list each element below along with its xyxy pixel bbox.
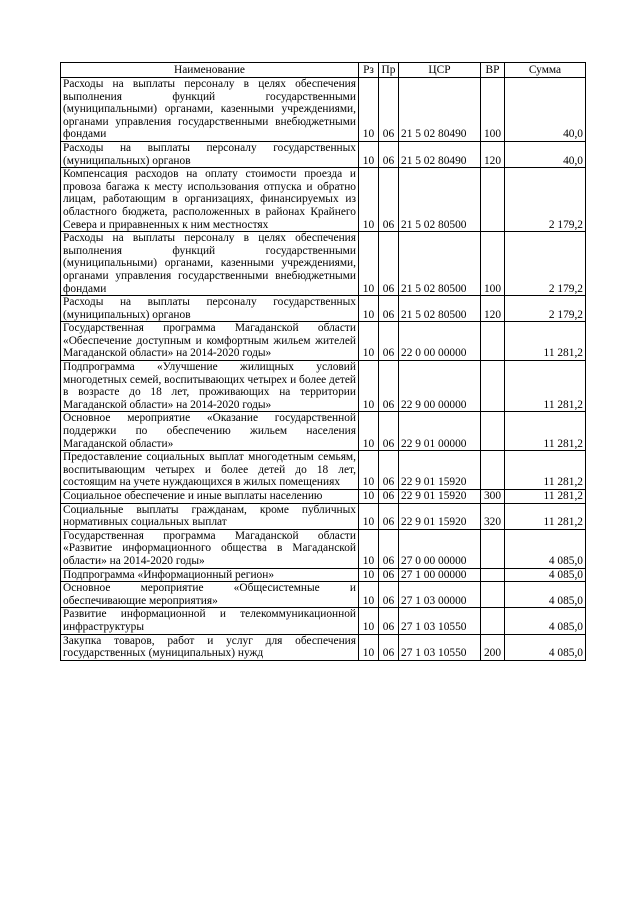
row-name: Расходы на выплаты персоналу государственных (муниципальных) органов — [61, 296, 359, 322]
header-rz: Рз — [359, 63, 379, 78]
row-name: Государственная программа Магаданской области «Развитие информационного общества в Магаданской области» на 2014-2020 годы» — [61, 529, 359, 568]
row-rz: 10 — [359, 361, 379, 412]
row-rz: 10 — [359, 168, 379, 232]
header-sum: Сумма — [505, 63, 586, 78]
header-vr: ВР — [481, 63, 505, 78]
row-csr: 21 5 02 80500 — [399, 296, 481, 322]
row-csr: 27 1 00 00000 — [399, 568, 481, 582]
row-pr: 06 — [379, 78, 399, 142]
row-sum: 4 085,0 — [505, 529, 586, 568]
row-vr — [481, 451, 505, 490]
row-vr — [481, 529, 505, 568]
row-pr: 06 — [379, 568, 399, 582]
budget-table — [60, 62, 586, 661]
row-vr — [481, 322, 505, 361]
row-sum: 2 179,2 — [505, 168, 586, 232]
row-rz: 10 — [359, 568, 379, 582]
table-row — [61, 582, 586, 608]
row-vr: 200 — [481, 634, 505, 660]
row-rz: 10 — [359, 141, 379, 167]
row-name: Расходы на выплаты персоналу государственных (муниципальных) органов — [61, 141, 359, 167]
row-sum: 40,0 — [505, 78, 586, 142]
row-pr: 06 — [379, 451, 399, 490]
row-vr — [481, 582, 505, 608]
table-row — [61, 78, 586, 142]
row-vr: 300 — [481, 490, 505, 504]
row-rz: 10 — [359, 490, 379, 504]
row-csr: 22 0 00 00000 — [399, 322, 481, 361]
row-rz: 10 — [359, 412, 379, 451]
row-vr: 120 — [481, 141, 505, 167]
row-name: Социальное обеспечение и иные выплаты населению — [61, 490, 359, 504]
row-vr — [481, 568, 505, 582]
row-sum: 40,0 — [505, 141, 586, 167]
row-rz: 10 — [359, 529, 379, 568]
row-sum: 11 281,2 — [505, 361, 586, 412]
row-csr: 27 0 00 00000 — [399, 529, 481, 568]
header-name: Наименование — [61, 63, 359, 78]
row-sum: 4 085,0 — [505, 568, 586, 582]
row-csr: 22 9 01 15920 — [399, 503, 481, 529]
row-vr: 320 — [481, 503, 505, 529]
row-rz: 10 — [359, 582, 379, 608]
table-row — [61, 568, 586, 582]
row-csr: 27 1 03 10550 — [399, 608, 481, 634]
row-pr: 06 — [379, 361, 399, 412]
row-csr: 21 5 02 80500 — [399, 168, 481, 232]
row-name: Государственная программа Магаданской области «Обеспечение доступным и комфортным жильем жителей Магаданской области» на 2014-2020 годы» — [61, 322, 359, 361]
table-row — [61, 361, 586, 412]
row-csr: 21 5 02 80490 — [399, 141, 481, 167]
row-sum: 4 085,0 — [505, 582, 586, 608]
row-csr: 27 1 03 10550 — [399, 634, 481, 660]
row-vr — [481, 412, 505, 451]
row-name: Расходы на выплаты персоналу в целях обеспечения выполнения функций государственными (муниципальными) органами, казенными учреждениями, органами управления государственными внебюджетными фондами — [61, 78, 359, 142]
row-pr: 06 — [379, 322, 399, 361]
row-sum: 11 281,2 — [505, 322, 586, 361]
table-row — [61, 503, 586, 529]
table-row — [61, 232, 586, 296]
row-vr: 100 — [481, 232, 505, 296]
row-csr: 21 5 02 80500 — [399, 232, 481, 296]
row-pr: 06 — [379, 490, 399, 504]
table-row — [61, 141, 586, 167]
row-vr — [481, 608, 505, 634]
table-row — [61, 412, 586, 451]
row-pr: 06 — [379, 582, 399, 608]
row-pr: 06 — [379, 529, 399, 568]
row-rz: 10 — [359, 78, 379, 142]
row-rz: 10 — [359, 451, 379, 490]
row-sum: 4 085,0 — [505, 634, 586, 660]
table-row — [61, 608, 586, 634]
row-pr: 06 — [379, 634, 399, 660]
row-name: Социальные выплаты гражданам, кроме публичных нормативных социальных выплат — [61, 503, 359, 529]
row-rz: 10 — [359, 503, 379, 529]
row-sum: 2 179,2 — [505, 296, 586, 322]
row-pr: 06 — [379, 503, 399, 529]
row-name: Предоставление социальных выплат многодетным семьям, воспитывающим четырех и более детей до 18 лет, состоящим на учете нуждающихся в жилых помещениях — [61, 451, 359, 490]
table-row — [61, 296, 586, 322]
row-vr: 120 — [481, 296, 505, 322]
row-name: Подпрограмма «Информационный регион» — [61, 568, 359, 582]
table-header-row — [61, 63, 586, 78]
row-rz: 10 — [359, 322, 379, 361]
row-pr: 06 — [379, 296, 399, 322]
row-csr: 22 9 01 15920 — [399, 490, 481, 504]
row-name: Расходы на выплаты персоналу в целях обеспечения выполнения функций государственными (муниципальными) органами, казенными учреждениями, органами управления государственными внебюджетными фондами — [61, 232, 359, 296]
table-row — [61, 634, 586, 660]
row-name: Основное мероприятие «Оказание государственной поддержки по обеспечению жильем населения Магаданской области» — [61, 412, 359, 451]
row-pr: 06 — [379, 232, 399, 296]
row-vr: 100 — [481, 78, 505, 142]
row-csr: 22 9 01 00000 — [399, 412, 481, 451]
row-name: Компенсация расходов на оплату стоимости проезда и провоза багажа к месту использования отпуска и обратно лицам, работающим в организациях, финансируемых из областного бюджета, расположенных в районах Крайнего Севера и приравненных к ним местностях — [61, 168, 359, 232]
table-row — [61, 168, 586, 232]
header-csr: ЦСР — [399, 63, 481, 78]
row-sum: 11 281,2 — [505, 503, 586, 529]
row-vr — [481, 168, 505, 232]
row-vr — [481, 361, 505, 412]
row-rz: 10 — [359, 634, 379, 660]
row-sum: 2 179,2 — [505, 232, 586, 296]
row-pr: 06 — [379, 608, 399, 634]
table-row — [61, 322, 586, 361]
row-rz: 10 — [359, 296, 379, 322]
row-pr: 06 — [379, 141, 399, 167]
table-row — [61, 451, 586, 490]
row-name: Развитие информационной и телекоммуникационной инфраструктуры — [61, 608, 359, 634]
row-csr: 21 5 02 80490 — [399, 78, 481, 142]
header-pr: Пр — [379, 63, 399, 78]
row-pr: 06 — [379, 412, 399, 451]
row-sum: 11 281,2 — [505, 490, 586, 504]
row-rz: 10 — [359, 232, 379, 296]
row-sum: 11 281,2 — [505, 451, 586, 490]
row-name: Закупка товаров, работ и услуг для обеспечения государственных (муниципальных) нужд — [61, 634, 359, 660]
row-csr: 22 9 00 00000 — [399, 361, 481, 412]
row-sum: 4 085,0 — [505, 608, 586, 634]
row-name: Подпрограмма «Улучшение жилищных условий многодетных семей, воспитывающих четырех и более детей в возрасте до 18 лет, проживающих на территории Магаданской области» на 2014-2020 годы» — [61, 361, 359, 412]
row-csr: 22 9 01 15920 — [399, 451, 481, 490]
row-sum: 11 281,2 — [505, 412, 586, 451]
row-rz: 10 — [359, 608, 379, 634]
row-name: Основное мероприятие «Общесистемные и обеспечивающие мероприятия» — [61, 582, 359, 608]
row-pr: 06 — [379, 168, 399, 232]
row-csr: 27 1 03 00000 — [399, 582, 481, 608]
table-row — [61, 529, 586, 568]
table-row — [61, 490, 586, 504]
